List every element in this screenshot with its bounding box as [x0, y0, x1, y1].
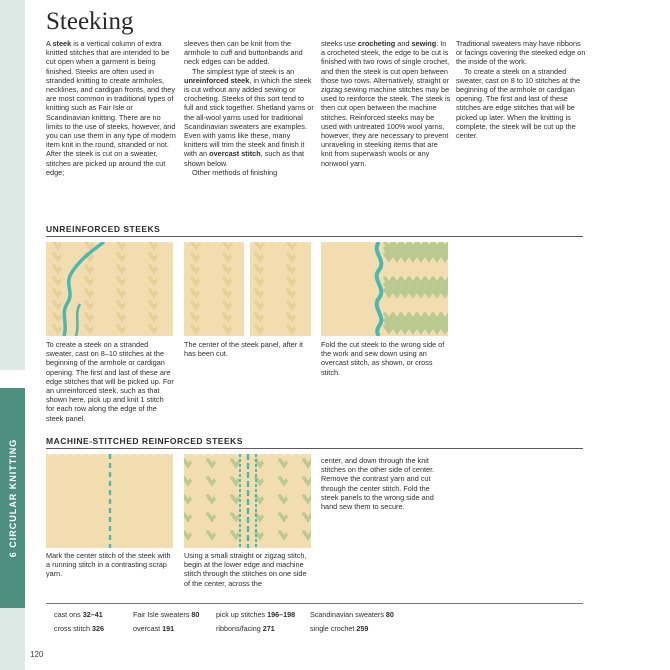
body-column-3 [321, 39, 451, 168]
cross-reference-link[interactable]: Scandinavian sweaters 80 [310, 610, 394, 619]
section-rule [46, 236, 583, 237]
page-number: 120 [30, 650, 44, 659]
body-column-4 [456, 39, 586, 140]
caption-machine-3: center, and down through the knit stitches on the other side of center. Remove the contrast yarn and cut through the center stitch. Fold the steek panels to the wrong side and hand sew them to secure. [321, 456, 435, 512]
cross-reference-link[interactable]: cross stitch 326 [54, 624, 104, 633]
body-paragraph: sleeves then can be knit from the armhole to cuff and buttonbands and neck edges can be added. [184, 39, 303, 67]
cross-reference-link[interactable]: single crochet 259 [310, 624, 369, 633]
caption-unreinforced-2: The center of the steek panel, after it has been cut. [184, 340, 303, 359]
knit-illustration-running-stitch [46, 454, 173, 548]
body-paragraph: steeks use crocheting and sewing. In a crocheted steek, the edge to be cut is finished with two rows of single crochet, and then the steek is cut open between those two rows. Alternatively, straight or zigzag sewing machine stitches may be used to reinforce the steek. The steek is then cut open between the machine stitches. Reinforced steeks may be used with untreated 100% wool yarns, however, they are necessary to prevent unraveling in steeking items that are knit from superwash wools or any nonwool yarn. [321, 39, 451, 168]
sidebar-band-bottom [0, 608, 25, 670]
knit-illustration-unreinforced-pickup [46, 242, 173, 336]
page-title: Steeking [46, 8, 134, 35]
cross-reference-link[interactable]: pick up stitches 196–198 [216, 610, 296, 619]
chapter-tab-label: 6 CIRCULAR KNITTING [7, 438, 18, 558]
knit-illustration-unreinforced-overcast [321, 242, 448, 336]
body-column-1 [46, 39, 176, 177]
section-title-machine-stitched: MACHINE-STITCHED REINFORCED STEEKS [46, 436, 243, 446]
caption-machine-2: Using a small straight or zigzag stitch, begin at the lower edge and machine stitch through the stitches on one side of the center, across the [184, 551, 307, 588]
body-paragraph: Traditional sweaters may have ribbons or facings covering the steeked edge on the inside of the work. [456, 39, 586, 67]
body-column-2 [184, 39, 314, 177]
body-paragraph: Other methods of finishing [192, 167, 278, 177]
cross-reference-link[interactable]: cast ons 32–41 [54, 610, 103, 619]
cross-reference-box [46, 603, 583, 638]
cross-reference-link[interactable]: overcast 191 [133, 624, 175, 633]
cross-reference-link[interactable]: Fair Isle sweaters 80 [133, 610, 200, 619]
body-paragraph: A steek is a vertical column of extra knitted stitches that are intended to be cut open when a garment is being finished. Steeks are often used in stranded knitting to create armholes, necklines, and cardigan fronts, and they are most common in traditional types of knitting such as Fair Isle or Scandinavian knitting. There are no limits to the use of steeks, however, and you can use them in any type of modern item knit in the round, stranded or not. After the steek is cut on a sweater, stitches are picked up around the cut edge; [46, 39, 176, 177]
knit-illustration-unreinforced-cut [184, 242, 311, 336]
section-title-unreinforced: UNREINFORCED STEEKS [46, 224, 161, 234]
cross-reference-link[interactable]: ribbons/facing 271 [216, 624, 275, 633]
caption-unreinforced-1: To create a steek on a stranded sweater, cast on 8–10 stitches at the beginning of the armhole or cardigan opening. The first and last of these are edge stitches that will be picked up. For an unreinforced steek, such as that shown here, pick up and knit 1 stitch for each row along the edge of the steek panel. [46, 340, 174, 423]
chapter-tab[interactable] [0, 388, 25, 608]
body-paragraph: To create a steek on a stranded sweater, cast on 8 to 10 stitches at the beginning of the armhole or cardigan opening. The first and last of these stitches are edge stitches that will be picked up later. When the knitting is complete, the steek will be cut up the center. [456, 66, 581, 141]
section-rule [46, 448, 583, 449]
caption-unreinforced-3: Fold the cut steek to the wrong side of the work and sew down using an overcast stitch, as shown, or cross stitch. [321, 340, 445, 377]
sidebar-band-top [0, 0, 25, 370]
knit-illustration-machine-stitch [184, 454, 311, 548]
caption-machine-1: Mark the center stitch of the steek with a running stitch in a contrasting scrap yarn. [46, 551, 171, 579]
body-paragraph: The simplest type of steek is an unreinforced steek, in which the steek is cut without any added sewing or crocheting. Steeks of this sort tend to full and stick together. Shetland yarns or the all-wool yarns used for traditional Scandinavian sweaters are examples. Even with yarns like these, many knitters will trim the steek and finish it with an overcast stitch, such as that shown below. [184, 66, 314, 168]
